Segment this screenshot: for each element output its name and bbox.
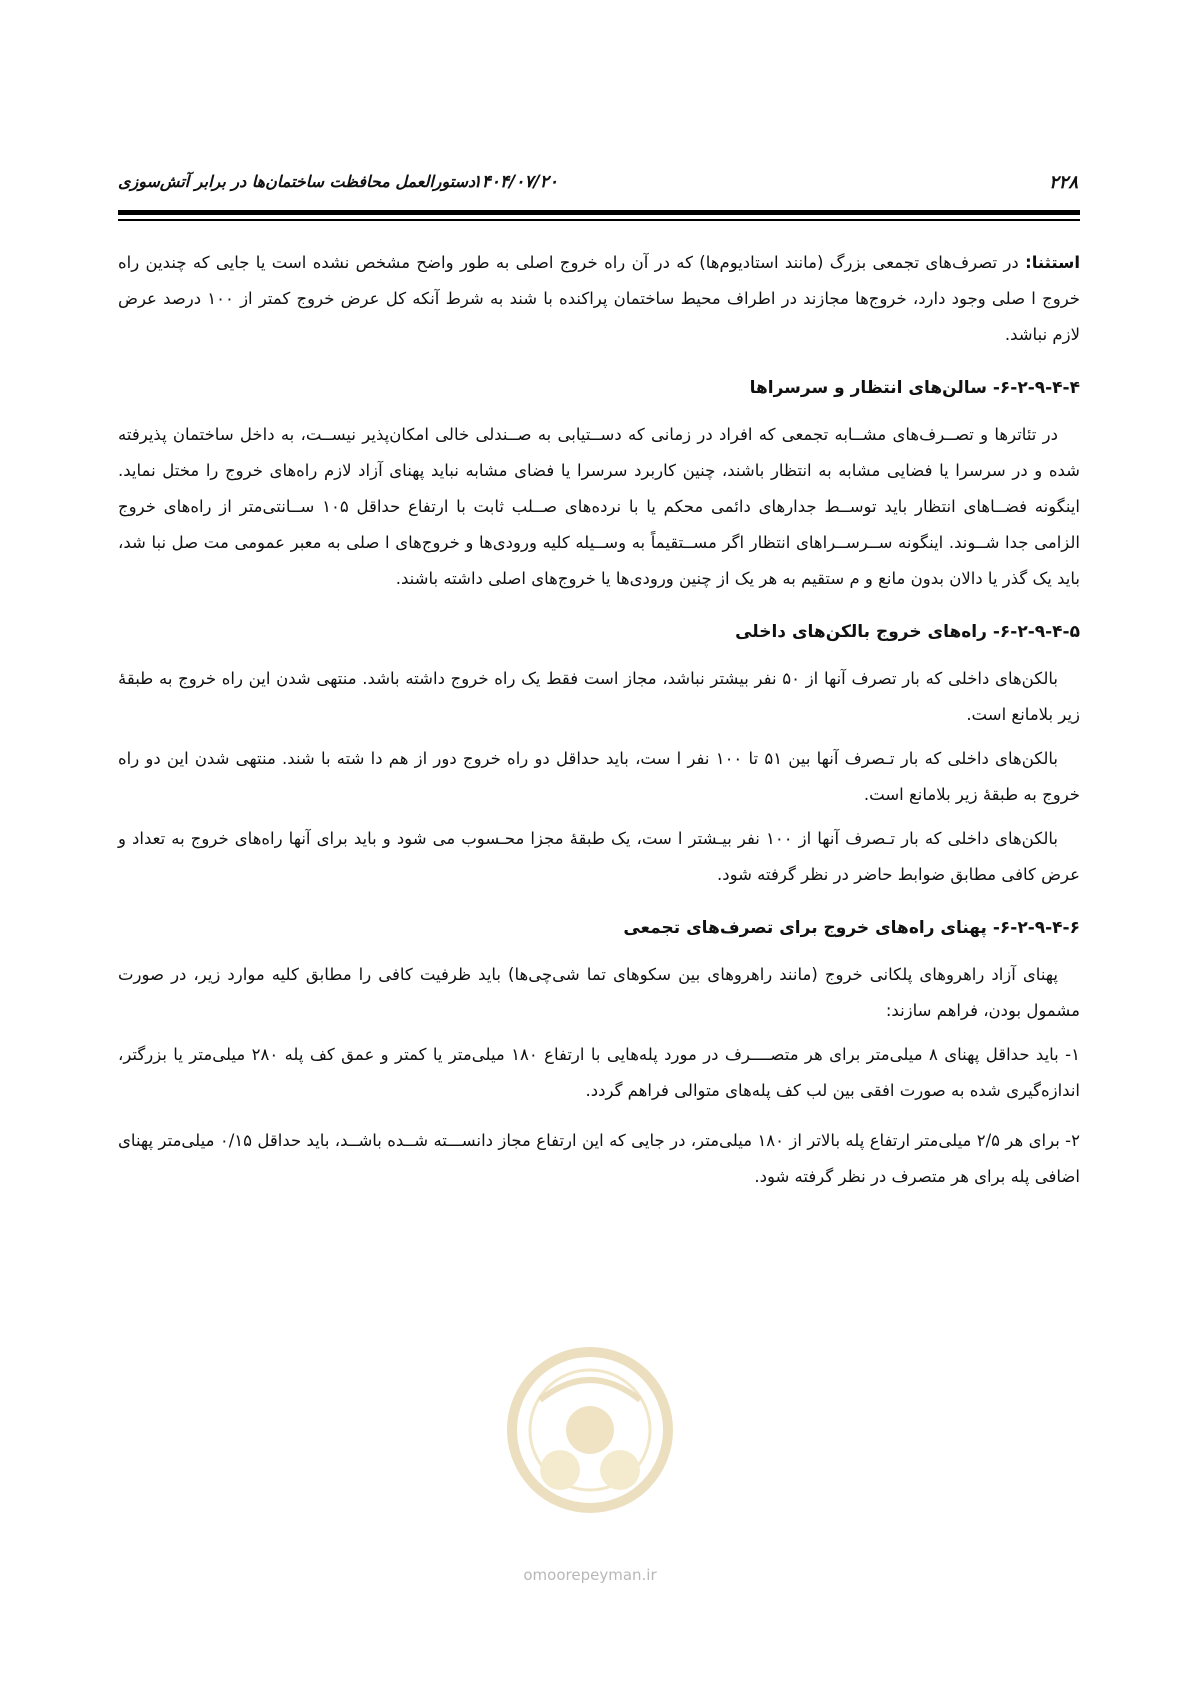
header-rule-thin	[118, 219, 1080, 221]
section-heading-4-5: ۶-۲-۹-۴-۵- راه‌های خروج بالکن‌های داخلی	[735, 622, 1080, 642]
exception-label: استثنا:	[1025, 253, 1080, 272]
list-item-2: ۲- برای هر ۲/۵ میلی‌متر ارتفاع پله بالاتر از ۱۸۰ میلی‌متر، در جایی که این ارتفاع مجاز دانســـته شــده باشــد، باید حداقل ۰/۱۵ میلی‌متر پهنای اضافی پله برای هر متصرف در نظر گرفته شود.	[118, 1131, 1081, 1186]
page-header	[118, 172, 1078, 202]
exception-text: در تصرف‌های تجمعی بزرگ (مانند استادیوم‌ها) که در آن راه خروج اصلی به طور واضح مشخص نشده است یا جایی که چندین راه خروج ا صلی وجود دارد، خروج‌ها مجازند در اطراف محیط ساختمان پراکنده با شند به شرط آنکه کل عرض خروج کمتر از ۱۰۰ درصد عرض لازم نباشد.	[118, 253, 1081, 344]
paragraph-aisle-width: پهنای آزاد راهروهای پلکانی خروج (مانند راهروهای بین سکوهای تما شی‌چی‌ها) باید ظرفیت کافی را مطابق کلیه موارد زیر، در صورت مشمول بودن، فراهم سازند:	[118, 965, 1080, 1020]
section-heading-4-4: ۶-۲-۹-۴-۴- سالن‌های انتظار و سرسراها	[749, 378, 1080, 398]
watermark-seal-icon	[500, 1330, 680, 1560]
paragraph-balcony-2: بالکن‌های داخلی که بار تـصرف آنها بین ۵۱ تا ۱۰۰ نفر ا ست، باید حداقل دو راه خروج دور از هم دا شته با شند. منتهی شدن این دو راه خروج به طبقهٔ زیر بلامانع است.	[118, 749, 1080, 804]
exception-paragraph	[118, 245, 1080, 353]
header-title: دستورالعمل محافظت ساختمان‌ها در برابر آتش‌سوزی	[118, 172, 476, 191]
header-rule-thick	[118, 210, 1080, 215]
paragraph-lobbies: در تئاترها و تصــرف‌های مشــابه تجمعی که افراد در زمانی که دســتیابی به صــندلی خالی امکان‌پذیر نیســت، به داخل ساختمان پذیرفته شده و در سرسرا یا فضایی مشابه به انتظار باشند، چنین کاربرد سرسرا یا فضای مشابه نباید پهنای آزاد لازم راه‌های خروج را مختل نماید. اینگونه فضــاهای انتظار باید توســط جدارهای دائمی محکم یا با نرده‌های صــلب ثابت با ارتفاع حداقل ۱۰۵ ســانتی‌متر از راه‌های خروج الزامی جدا شــوند. اینگونه ســرســراهای انتظار اگر مســتقیماً به وســیله کلیه ورودی‌ها و خروج‌های ا صلی به معبر عمومی مت صل نبا شد، باید یک گذر یا دالان بدون مانع و م ستقیم به هر یک از چنین ورودی‌ها یا خروج‌های اصلی داشته باشند.	[118, 425, 1080, 588]
list-item-1: ۱- باید حداقل پهنای ۸ میلی‌متر برای هر متصــــرف در مورد پله‌هایی با ارتفاع ۱۸۰ میلی‌متر یا کمتر و عمق کف پله ۲۸۰ میلی‌متر یا بزرگتر، اندازه‌گیری شده به صورت افقی بین لب کف پله‌های متوالی فراهم گردد.	[118, 1045, 1080, 1100]
document-body	[118, 245, 1080, 1203]
watermark-site: omoorepeyman.ir	[523, 1566, 657, 1584]
section-heading-4-6: ۶-۲-۹-۴-۶- پهنای راه‌های خروج برای تصرف‌های تجمعی	[623, 918, 1080, 938]
paragraph-balcony-3: بالکن‌های داخلی که بار تـصرف آنها از ۱۰۰ نفر بیـشتر ا ست، یک طبقهٔ مجزا محـسوب می شود و باید برای آنها راه‌های خروج به تعداد و عرض کافی مطابق ضوابط حاضر در نظر گرفته شود.	[118, 829, 1080, 884]
paragraph-balcony-1: بالکن‌های داخلی که بار تصرف آنها از ۵۰ نفر بیشتر نباشد، مجاز است فقط یک راه خروج داشته باشد. منتهی شدن این راه خروج به طبقهٔ زیر بلامانع است.	[118, 669, 1080, 724]
page-number: ۲۲۸	[1048, 172, 1078, 193]
header-date: ۱۴۰۴/۰۷/۲۰	[472, 172, 558, 192]
